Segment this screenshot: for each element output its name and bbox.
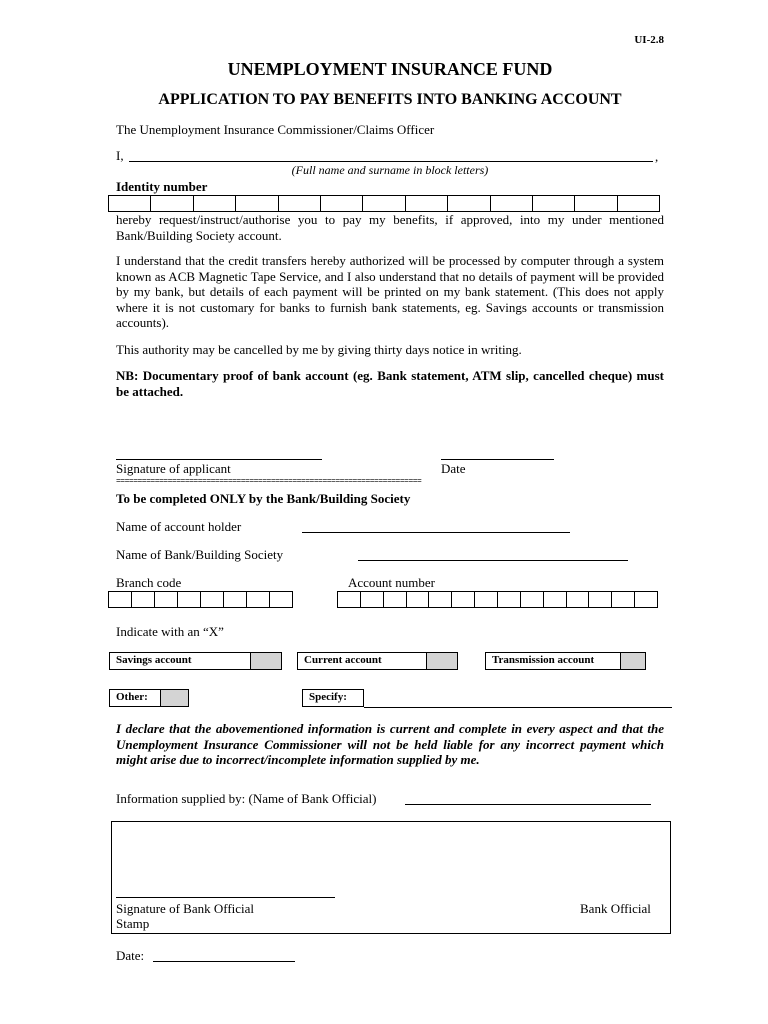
identity-digit-cell[interactable] (448, 196, 490, 211)
account-number-digit-cell[interactable] (635, 592, 657, 607)
branch-code-digit-cell[interactable] (132, 592, 155, 607)
branch-code-digit-cell[interactable] (178, 592, 201, 607)
identity-number-field[interactable] (108, 195, 660, 212)
identity-digit-cell[interactable] (321, 196, 363, 211)
section-separator: ======================================================================= (116, 477, 422, 486)
current-account-checkbox[interactable] (426, 653, 457, 669)
account-number-digit-cell[interactable] (589, 592, 612, 607)
date-label: Date: (116, 948, 145, 963)
identity-digit-cell[interactable] (406, 196, 448, 211)
account-number-digit-cell[interactable] (407, 592, 430, 607)
name-suffix: , (655, 149, 659, 164)
applicant-signature-line[interactable] (116, 459, 322, 460)
branch-code-digit-cell[interactable] (155, 592, 178, 607)
account-number-digit-cell[interactable] (384, 592, 407, 607)
request-paragraph: hereby request/instruct/authorise you to pay my benefits, if approved, into my under mentioned Bank/Building Society account. (116, 212, 664, 243)
applicant-date-line[interactable] (441, 459, 554, 460)
transmission-account-option[interactable] (485, 652, 646, 670)
addressee: The Unemployment Insurance Commissioner/Claims Officer (116, 122, 435, 137)
savings-account-checkbox[interactable] (250, 653, 281, 669)
account-number-digit-cell[interactable] (567, 592, 590, 607)
bank-official-stamp-box (111, 821, 671, 934)
account-number-digit-cell[interactable] (521, 592, 544, 607)
account-number-digit-cell[interactable] (452, 592, 475, 607)
date-field[interactable] (153, 961, 295, 962)
cancel-paragraph: This authority may be cancelled by me by giving thirty days notice in writing. (116, 342, 522, 357)
other-option[interactable] (109, 689, 189, 707)
savings-account-label: Savings account (116, 654, 192, 666)
identity-digit-cell[interactable] (151, 196, 193, 211)
bank-official-signature-line[interactable] (116, 897, 335, 898)
name-prefix: I, (116, 148, 124, 163)
identity-digit-cell[interactable] (491, 196, 533, 211)
full-name-field[interactable] (129, 161, 653, 162)
branch-code-digit-cell[interactable] (109, 592, 132, 607)
other-label: Other: (116, 691, 148, 703)
info-supplied-label: Information supplied by: (Name of Bank Official) (116, 791, 377, 806)
identity-digit-cell[interactable] (279, 196, 321, 211)
account-number-digit-cell[interactable] (338, 592, 361, 607)
account-number-digit-cell[interactable] (544, 592, 567, 607)
branch-code-label: Branch code (116, 575, 182, 590)
account-number-field[interactable] (337, 591, 658, 608)
branch-code-digit-cell[interactable] (201, 592, 224, 607)
identity-digit-cell[interactable] (109, 196, 151, 211)
other-checkbox[interactable] (160, 690, 188, 706)
form-title: UNEMPLOYMENT INSURANCE FUND (227, 59, 553, 79)
understanding-paragraph: I understand that the credit transfers hereby authorized will be processed by computer through a system known as ACB Magnetic Tape Service, and I also understand that no details of payment will be provided by my bank, but details of each payment will be printed on my bank statement. (This does not apply where it is not customary for banks to furnish bank statements, eg. Savings accounts or transmission accounts). (116, 253, 664, 330)
account-number-digit-cell[interactable] (475, 592, 498, 607)
transmission-account-checkbox[interactable] (620, 653, 645, 669)
bank-name-field[interactable] (358, 560, 628, 561)
nb-paragraph: NB: Documentary proof of bank account (eg. Bank statement, ATM slip, cancelled cheque) must be attached. (116, 368, 664, 399)
current-account-label: Current account (304, 654, 382, 666)
branch-code-field[interactable] (108, 591, 293, 608)
savings-account-option[interactable] (109, 652, 282, 670)
account-number-digit-cell[interactable] (612, 592, 635, 607)
account-number-digit-cell[interactable] (429, 592, 452, 607)
form-code: UI-2.8 (634, 34, 664, 46)
account-number-digit-cell[interactable] (498, 592, 521, 607)
specify-field[interactable] (364, 707, 672, 708)
indicate-label: Indicate with an “X” (116, 624, 224, 639)
transmission-account-label: Transmission account (492, 654, 595, 666)
identity-digit-cell[interactable] (618, 196, 659, 211)
identity-number-label: Identity number (116, 179, 208, 194)
account-holder-label: Name of account holder (116, 519, 242, 534)
bank-official-signature-label: Signature of Bank Official (116, 901, 255, 916)
branch-code-digit-cell[interactable] (224, 592, 247, 607)
identity-digit-cell[interactable] (363, 196, 405, 211)
branch-code-digit-cell[interactable] (247, 592, 270, 607)
account-number-label: Account number (348, 575, 436, 590)
bank-official-label: Bank Official (580, 901, 651, 916)
current-account-option[interactable] (297, 652, 458, 670)
bank-official-name-field[interactable] (405, 804, 651, 805)
bank-section-heading: To be completed ONLY by the Bank/Building Society (116, 491, 411, 506)
identity-digit-cell[interactable] (533, 196, 575, 211)
identity-digit-cell[interactable] (236, 196, 278, 211)
branch-code-digit-cell[interactable] (270, 592, 292, 607)
specify-label: Specify: (309, 691, 347, 703)
declaration-paragraph: I declare that the abovementioned information is current and complete in every aspect and that the Unemployment Insurance Commissioner will not be held liable for any incorrect payment which might arise due to incorrect/incomplete information supplied by me. (116, 721, 664, 767)
bank-name-label: Name of Bank/Building Society (116, 547, 284, 562)
identity-digit-cell[interactable] (575, 196, 617, 211)
identity-digit-cell[interactable] (194, 196, 236, 211)
applicant-signature-label: Signature of applicant (116, 461, 231, 476)
applicant-date-label: Date (441, 461, 466, 476)
account-holder-field[interactable] (302, 532, 570, 533)
stamp-label: Stamp (116, 916, 150, 931)
specify-box (302, 689, 364, 707)
account-number-digit-cell[interactable] (361, 592, 384, 607)
name-hint: (Full name and surname in block letters) (291, 163, 489, 177)
form-subtitle: APPLICATION TO PAY BENEFITS INTO BANKING ACCOUNT (158, 91, 622, 108)
